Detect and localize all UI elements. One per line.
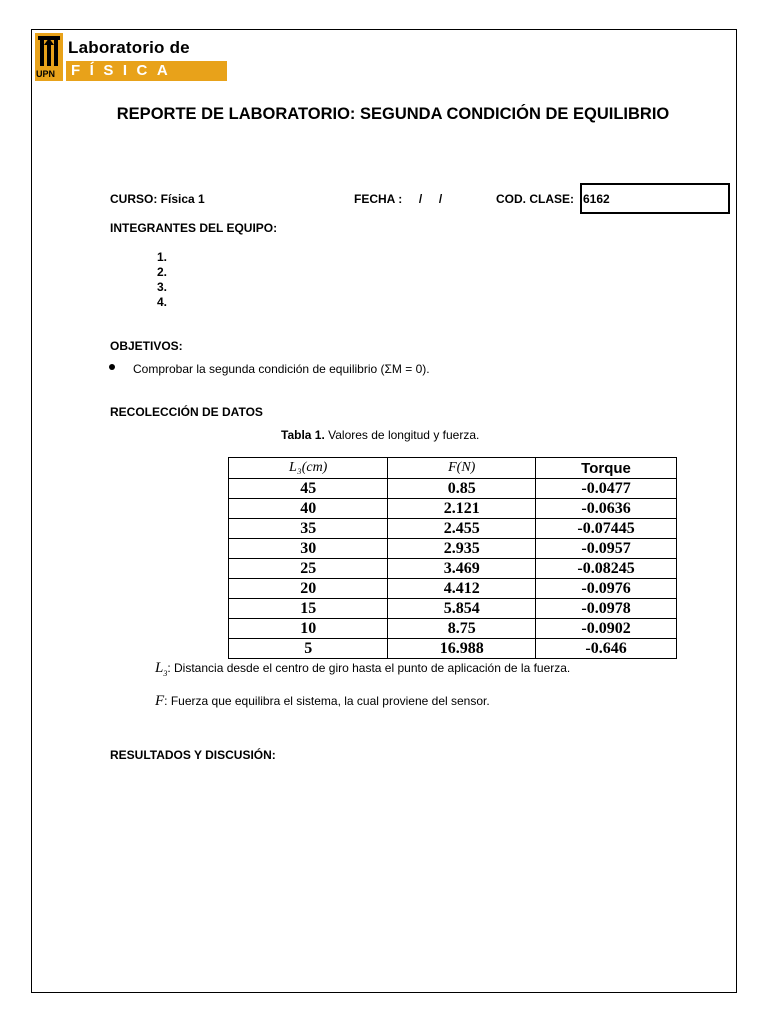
cell-force: 5.854 (388, 599, 536, 619)
cell-force: 16.988 (388, 639, 536, 659)
cell-length: 40 (229, 499, 388, 519)
table-row (229, 519, 677, 539)
logo-line1: Laboratorio de (68, 38, 190, 57)
column-header-force-text: F(N) (448, 460, 476, 475)
integrante-item: 4. (157, 295, 168, 309)
cell-length: 10 (229, 619, 388, 639)
cod-clase-value: 6162 (583, 192, 610, 206)
cell-force: 2.935 (388, 539, 536, 559)
cell-force: 4.412 (388, 579, 536, 599)
fecha-label: FECHA : / / (354, 192, 443, 206)
cod-clase-label: COD. CLASE: (496, 192, 574, 206)
cell-length: 20 (229, 579, 388, 599)
table-caption-text: Valores de longitud y fuerza. (324, 428, 480, 442)
integrante-item: 1. (157, 250, 168, 264)
cell-torque: -0.0976 (536, 579, 677, 599)
cell-force: 8.75 (388, 619, 536, 639)
table-row (229, 599, 677, 619)
note-length-text: : Distancia desde el centro de giro hasta el punto de aplicación de la fuerza. (167, 661, 571, 675)
note-force-symbol: F (155, 693, 165, 709)
cell-length: 35 (229, 519, 388, 539)
resultados-label: RESULTADOS Y DISCUSIÓN: (110, 748, 276, 762)
table-row (229, 559, 677, 579)
cell-torque: -0.0477 (536, 479, 677, 499)
cell-force: 2.121 (388, 499, 536, 519)
note-length (155, 660, 570, 678)
cell-force: 0.85 (388, 479, 536, 499)
integrantes-label: INTEGRANTES DEL EQUIPO: (110, 221, 278, 235)
column-header-length-text: L₃(cm) (289, 460, 328, 475)
data-table (228, 457, 677, 659)
lab-logo (35, 33, 195, 81)
objetivo-item: Comprobar la segunda condición de equilibrio (ΣM = 0). (133, 362, 430, 376)
cell-length: 15 (229, 599, 388, 619)
cell-force: 3.469 (388, 559, 536, 579)
objetivos-label: OBJETIVOS: (110, 339, 183, 353)
cell-torque: -0.0978 (536, 599, 677, 619)
cell-force: 2.455 (388, 519, 536, 539)
note-force-text: : Fuerza que equilibra el sistema, la cual proviene del sensor. (164, 694, 490, 708)
note-force (155, 693, 490, 710)
table-row (229, 539, 677, 559)
note-length-symbol: $L_3$ (155, 660, 168, 678)
cell-torque: -0.0957 (536, 539, 677, 559)
column-header-length (229, 458, 388, 479)
cell-length: 25 (229, 559, 388, 579)
table-row (229, 479, 677, 499)
table-caption-number: Tabla 1. (281, 428, 325, 442)
logo-line2: FÍSICA (71, 62, 178, 79)
table-caption (281, 428, 479, 442)
logo-upn-text: UPN (36, 69, 56, 79)
table-header-row (229, 458, 677, 479)
column-header-torque: Torque (536, 458, 677, 479)
table-row (229, 499, 677, 519)
cell-torque: -0.0902 (536, 619, 677, 639)
table-row (229, 619, 677, 639)
cell-torque: -0.646 (536, 639, 677, 659)
bullet-icon (109, 364, 115, 370)
curso-label: CURSO: Física 1 (110, 192, 205, 206)
cell-torque: -0.07445 (536, 519, 677, 539)
page-title: REPORTE DE LABORATORIO: SEGUNDA CONDICIÓN DE EQUILIBRIO (116, 105, 670, 123)
cell-length: 45 (229, 479, 388, 499)
cod-clase-field[interactable] (580, 183, 730, 214)
upn-mark-icon (35, 33, 63, 81)
cell-torque: -0.0636 (536, 499, 677, 519)
column-header-force (388, 458, 536, 479)
cell-torque: -0.08245 (536, 559, 677, 579)
cell-length: 30 (229, 539, 388, 559)
integrante-item: 2. (157, 265, 168, 279)
integrante-item: 3. (157, 280, 168, 294)
table-row (229, 579, 677, 599)
table-row (229, 639, 677, 659)
integrantes-list (157, 250, 167, 310)
cell-length: 5 (229, 639, 388, 659)
recoleccion-label: RECOLECCIÓN DE DATOS (110, 405, 263, 419)
